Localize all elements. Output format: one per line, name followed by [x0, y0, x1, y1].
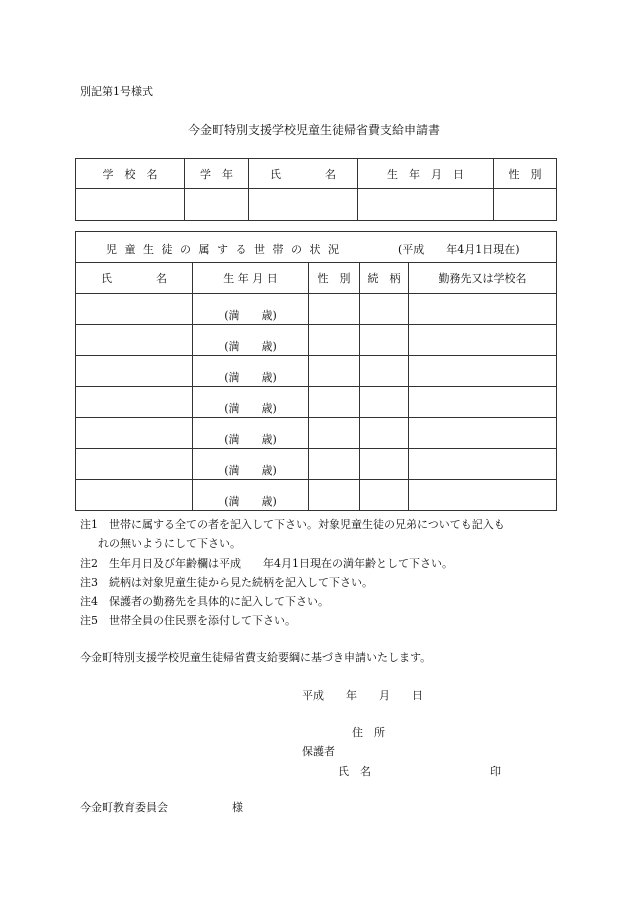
- note-1-cont: れの無いようにして下さい。: [98, 537, 241, 550]
- member-workplace-field[interactable]: [409, 418, 557, 449]
- header-sex: 性 別: [494, 159, 557, 189]
- as-of-date: (平成 年4月1日現在): [398, 243, 520, 256]
- member-workplace-field[interactable]: [409, 449, 557, 480]
- member-birthdate-field[interactable]: [193, 325, 309, 356]
- member-name-field[interactable]: [76, 418, 193, 449]
- note-2: 注2 生年月日及び年齢欄は平成 年4月1日現在の満年齢として下さい。: [80, 557, 453, 570]
- document-title: 今金町特別支援学校児童生徒帰省費支給申請書: [188, 123, 441, 137]
- seal-mark: 印: [490, 765, 501, 778]
- member-name-field[interactable]: [76, 387, 193, 418]
- member-sex-field[interactable]: [309, 449, 360, 480]
- member-sex-field[interactable]: [309, 387, 360, 418]
- member-relationship-field[interactable]: [360, 418, 409, 449]
- member-workplace-field[interactable]: [409, 325, 557, 356]
- household-member-row: [76, 480, 557, 511]
- household-member-row: [76, 418, 557, 449]
- header-school-name: 学 校 名: [76, 159, 185, 189]
- household-member-row: [76, 387, 557, 418]
- member-birthdate-field[interactable]: [193, 294, 309, 325]
- age-placeholder: (満 歳): [224, 464, 277, 477]
- honorific: 様: [232, 801, 243, 814]
- member-birthdate-field[interactable]: [193, 480, 309, 511]
- note-1: 注1 世帯に属する全ての者を記入して下さい。対象児童生徒の兄弟についても記入も: [80, 518, 505, 531]
- grade-field[interactable]: [185, 189, 249, 221]
- member-name-field[interactable]: [76, 325, 193, 356]
- header-name: 氏 名: [249, 159, 358, 189]
- guardian-label: 保護者: [302, 745, 335, 758]
- member-workplace-field[interactable]: [409, 480, 557, 511]
- member-relationship-field[interactable]: [360, 449, 409, 480]
- member-name-field[interactable]: [76, 449, 193, 480]
- student-table: [75, 158, 557, 221]
- household-member-row: [76, 325, 557, 356]
- member-sex-field[interactable]: [309, 356, 360, 387]
- household-member-row: [76, 356, 557, 387]
- member-name-field[interactable]: [76, 294, 193, 325]
- age-placeholder: (満 歳): [224, 433, 277, 446]
- age-placeholder: (満 歳): [224, 402, 277, 415]
- age-placeholder: (満 歳): [224, 309, 277, 322]
- date-line: 平成 年 月 日: [302, 689, 423, 702]
- student-name-field[interactable]: [249, 189, 358, 221]
- member-relationship-field[interactable]: [360, 356, 409, 387]
- member-workplace-field[interactable]: [409, 294, 557, 325]
- household-caption: 児 童 生 徒 の 属 す る 世 帯 の 状 況: [106, 243, 341, 256]
- header-member-birthdate: 生 年 月 日: [193, 263, 309, 294]
- header-grade: 学 年: [185, 159, 249, 189]
- note-4: 注4 保護者の勤務先を具体的に記入して下さい。: [80, 595, 329, 608]
- form-label: 別記第1号様式: [80, 85, 153, 98]
- birthdate-field[interactable]: [358, 189, 494, 221]
- recipient: 今金町教育委員会: [80, 801, 168, 814]
- member-sex-field[interactable]: [309, 480, 360, 511]
- header-birthdate: 生 年 月 日: [358, 159, 494, 189]
- member-sex-field[interactable]: [309, 294, 360, 325]
- header-member-name: 氏 名: [76, 263, 193, 294]
- member-relationship-field[interactable]: [360, 294, 409, 325]
- member-name-field[interactable]: [76, 480, 193, 511]
- member-relationship-field[interactable]: [360, 325, 409, 356]
- address-label: 住 所: [352, 726, 385, 739]
- member-birthdate-field[interactable]: [193, 418, 309, 449]
- member-birthdate-field[interactable]: [193, 387, 309, 418]
- note-5: 注5 世帯全員の住民票を添付して下さい。: [80, 614, 296, 627]
- member-workplace-field[interactable]: [409, 387, 557, 418]
- age-placeholder: (満 歳): [224, 495, 277, 508]
- header-member-sex: 性 別: [309, 263, 360, 294]
- household-table: [75, 231, 557, 511]
- application-statement: 今金町特別支援学校児童生徒帰省費支給要綱に基づき申請いたします。: [80, 651, 432, 664]
- age-placeholder: (満 歳): [224, 371, 277, 384]
- member-sex-field[interactable]: [309, 325, 360, 356]
- member-birthdate-field[interactable]: [193, 449, 309, 480]
- school-name-field[interactable]: [76, 189, 185, 221]
- age-placeholder: (満 歳): [224, 340, 277, 353]
- header-relationship: 続 柄: [360, 263, 409, 294]
- name-label: 氏 名: [338, 765, 371, 778]
- member-relationship-field[interactable]: [360, 480, 409, 511]
- household-member-row: [76, 294, 557, 325]
- member-sex-field[interactable]: [309, 418, 360, 449]
- member-relationship-field[interactable]: [360, 387, 409, 418]
- note-3: 注3 続柄は対象児童生徒から見た続柄を記入して下さい。: [80, 576, 373, 589]
- header-workplace-school: 勤務先又は学校名: [409, 263, 557, 294]
- member-workplace-field[interactable]: [409, 356, 557, 387]
- sex-field[interactable]: [494, 189, 557, 221]
- member-birthdate-field[interactable]: [193, 356, 309, 387]
- member-name-field[interactable]: [76, 356, 193, 387]
- household-member-row: [76, 449, 557, 480]
